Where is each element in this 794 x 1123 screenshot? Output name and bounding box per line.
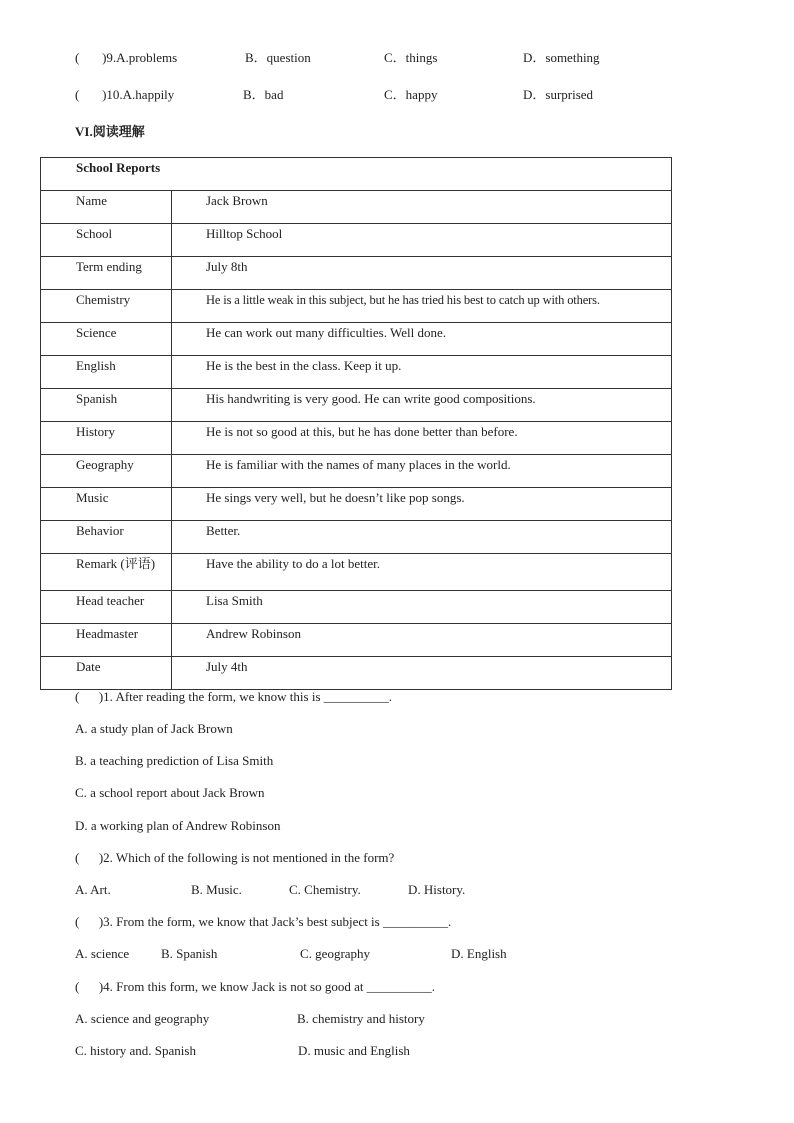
question-2-option-a: A. Art.	[75, 882, 111, 897]
question-1-option-d: D. a working plan of Andrew Robinson	[75, 818, 281, 833]
table-row	[41, 657, 672, 690]
row-label: Date	[76, 659, 101, 674]
row-value-cell	[172, 591, 672, 624]
row-value-cell	[172, 191, 672, 224]
row-label-cell	[41, 191, 172, 224]
row-value: He is a little weak in this subject, but he has tried his best to catch up with others.	[206, 293, 600, 307]
question-2-stem: ( )2. Which of the following is not mentioned in the form?	[75, 850, 395, 865]
table-row	[41, 290, 672, 323]
table-row	[41, 422, 672, 455]
question-4-option-b: B. chemistry and history	[297, 1011, 425, 1026]
row-value: July 4th	[206, 659, 248, 674]
row-label: Science	[76, 325, 117, 340]
question-10-option-a: ( )10.A.happily	[75, 87, 175, 102]
row-value: Andrew Robinson	[206, 626, 301, 641]
row-value-cell	[172, 422, 672, 455]
row-value-cell	[172, 323, 672, 356]
question-3-stem: ( )3. From the form, we know that Jack’s best subject is __________.	[75, 914, 452, 929]
row-value-cell	[172, 488, 672, 521]
row-value-cell	[172, 521, 672, 554]
question-4-option-a: A. science and geography	[75, 1011, 210, 1026]
question-9-option-d: D．something	[523, 50, 600, 65]
row-label-cell	[41, 257, 172, 290]
row-label: Chemistry	[76, 292, 131, 307]
table-row	[41, 554, 672, 591]
row-value: He sings very well, but he doesn’t like pop songs.	[206, 490, 465, 505]
school-report-table	[40, 157, 672, 690]
question-3-option-b: B. Spanish	[161, 946, 218, 961]
row-label: History	[76, 424, 115, 439]
row-value: Hilltop School	[206, 226, 283, 241]
table-title-row	[41, 158, 672, 191]
row-label: School	[76, 226, 113, 241]
row-value-cell	[172, 224, 672, 257]
row-label-cell	[41, 488, 172, 521]
row-label-cell	[41, 624, 172, 657]
row-label-cell	[41, 389, 172, 422]
question-9-option-c: C．things	[384, 50, 438, 65]
row-value: July 8th	[206, 259, 248, 274]
row-value-cell	[172, 356, 672, 389]
row-label-cell	[41, 422, 172, 455]
table-row	[41, 521, 672, 554]
row-label-cell	[41, 657, 172, 690]
table-row	[41, 257, 672, 290]
row-value-cell	[172, 554, 672, 591]
row-value-cell	[172, 257, 672, 290]
table-row	[41, 389, 672, 422]
question-10-option-b: B．bad	[243, 87, 284, 102]
table-row	[41, 455, 672, 488]
question-2-option-b: B. Music.	[191, 882, 242, 897]
table-row	[41, 624, 672, 657]
table-row	[41, 191, 672, 224]
row-value: He is familiar with the names of many places in the world.	[206, 457, 511, 472]
row-label-cell	[41, 521, 172, 554]
question-10-option-c: C．happy	[384, 87, 438, 102]
question-3-option-d: D. English	[451, 946, 507, 961]
row-value: His handwriting is very good. He can write good compositions.	[206, 391, 536, 406]
row-value: He is not so good at this, but he has done better than before.	[206, 424, 518, 439]
question-1-option-a: A. a study plan of Jack Brown	[75, 721, 233, 736]
row-label: Spanish	[76, 391, 118, 406]
row-label-cell	[41, 224, 172, 257]
row-value-cell	[172, 389, 672, 422]
table-row	[41, 488, 672, 521]
question-1-option-c: C. a school report about Jack Brown	[75, 785, 265, 800]
row-label: Term ending	[76, 259, 142, 274]
table-row	[41, 356, 672, 389]
row-label: Remark (评语)	[76, 556, 156, 571]
question-3-option-a: A. science	[75, 946, 130, 961]
question-1-option-b: B. a teaching prediction of Lisa Smith	[75, 753, 274, 768]
table-row	[41, 323, 672, 356]
row-value: He is the best in the class. Keep it up.	[206, 358, 402, 373]
row-label: Behavior	[76, 523, 124, 538]
table-title-cell	[41, 158, 672, 191]
question-9-option-b: B．question	[245, 50, 311, 65]
row-label-cell	[41, 591, 172, 624]
row-value: Lisa Smith	[206, 593, 263, 608]
question-9-option-a: ( )9.A.problems	[75, 50, 178, 65]
row-value: Better.	[206, 523, 241, 538]
row-label-cell	[41, 455, 172, 488]
question-1-stem: ( )1. After reading the form, we know this is __________.	[75, 689, 393, 704]
row-label-cell	[41, 554, 172, 591]
row-label-cell	[41, 356, 172, 389]
table-row	[41, 224, 672, 257]
question-4-option-c: C. history and. Spanish	[75, 1043, 196, 1058]
row-value-cell	[172, 624, 672, 657]
row-label: Name	[76, 193, 108, 208]
question-3-option-c: C. geography	[300, 946, 371, 961]
row-label: English	[76, 358, 116, 373]
row-label: Head teacher	[76, 593, 145, 608]
table-row	[41, 591, 672, 624]
row-value-cell	[172, 455, 672, 488]
question-2-option-c: C. Chemistry.	[289, 882, 361, 897]
row-value: Have the ability to do a lot better.	[206, 556, 381, 571]
row-label-cell	[41, 323, 172, 356]
row-label: Headmaster	[76, 626, 139, 641]
question-2-option-d: D. History.	[408, 882, 466, 897]
row-label: Music	[76, 490, 109, 505]
row-label-cell	[41, 290, 172, 323]
row-label: Geography	[76, 457, 134, 472]
row-value: Jack Brown	[206, 193, 268, 208]
table-title: School Reports	[76, 160, 161, 175]
question-10-option-d: D．surprised	[523, 87, 594, 102]
row-value-cell	[172, 290, 672, 323]
question-4-stem: ( )4. From this form, we know Jack is not so good at __________.	[75, 979, 436, 994]
question-4-option-d: D. music and English	[298, 1043, 410, 1058]
row-value-cell	[172, 657, 672, 690]
section-heading: VI.阅读理解	[75, 124, 145, 139]
row-value: He can work out many difficulties. Well done.	[206, 325, 446, 340]
